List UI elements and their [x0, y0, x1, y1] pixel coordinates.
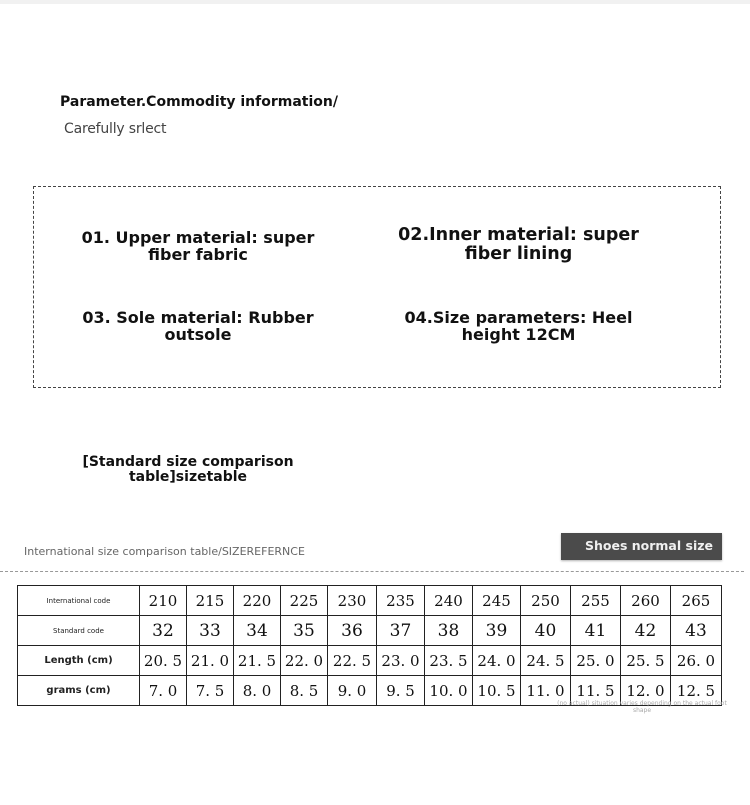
row-label: International code: [18, 586, 140, 616]
table-cell: 22. 0: [281, 646, 328, 676]
table-cell: 10. 0: [425, 676, 473, 706]
row-label: Standard code: [18, 616, 140, 646]
international-code-row: [18, 586, 722, 616]
table-cell: 23. 5: [425, 646, 473, 676]
feature-upper-material: 01. Upper material: super fiber fabric: [81, 228, 315, 264]
parameter-subtitle: Carefully srlect: [64, 121, 167, 137]
international-size-title: International size comparison table/SIZEREFERNCE: [24, 545, 305, 558]
table-cell: 23. 0: [377, 646, 425, 676]
parameter-title: Parameter.Commodity information/: [60, 94, 338, 110]
feature-sole-material: 03. Sole material: Rubber outsole: [82, 308, 314, 344]
row-label: Length (cm): [18, 646, 140, 676]
table-cell: 21. 5: [234, 646, 281, 676]
table-cell: 37: [377, 616, 425, 646]
table-cell: 39: [473, 616, 521, 646]
table-cell: 8. 5: [281, 676, 328, 706]
table-cell: 42: [621, 616, 671, 646]
table-cell: 215: [187, 586, 234, 616]
size-table: [17, 585, 722, 706]
table-cell: 240: [425, 586, 473, 616]
table-cell: 41: [571, 616, 621, 646]
table-cell: 22. 5: [328, 646, 377, 676]
table-cell: 43: [671, 616, 722, 646]
table-cell: 12. 0: [621, 676, 671, 706]
shoes-normal-size-button[interactable]: Shoes normal size: [561, 533, 722, 560]
table-cell: 34: [234, 616, 281, 646]
table-cell: 7. 0: [140, 676, 187, 706]
row-label: grams (cm): [18, 676, 140, 706]
feature-size-parameters: 04.Size parameters: Heel height 12CM: [404, 308, 633, 344]
table-cell: 11. 5: [571, 676, 621, 706]
table-cell: 235: [377, 586, 425, 616]
table-cell: 12. 5: [671, 676, 722, 706]
standard-code-row: [18, 616, 722, 646]
table-cell: 260: [621, 586, 671, 616]
table-cell: 33: [187, 616, 234, 646]
table-cell: 7. 5: [187, 676, 234, 706]
table-cell: 225: [281, 586, 328, 616]
size-footnote: (no actual) situation varies depending on the actual foot shape: [557, 700, 727, 714]
features-box: [33, 186, 721, 388]
table-cell: 9. 5: [377, 676, 425, 706]
table-cell: 21. 0: [187, 646, 234, 676]
table-cell: 210: [140, 586, 187, 616]
table-cell: 25. 0: [571, 646, 621, 676]
table-cell: 24. 0: [473, 646, 521, 676]
table-cell: 265: [671, 586, 722, 616]
table-cell: 32: [140, 616, 187, 646]
size-table-title: [Standard size comparison table]sizetable: [82, 454, 294, 485]
table-cell: 255: [571, 586, 621, 616]
table-cell: 230: [328, 586, 377, 616]
table-cell: 9. 0: [328, 676, 377, 706]
table-cell: 11. 0: [521, 676, 571, 706]
table-cell: 36: [328, 616, 377, 646]
table-cell: 8. 0: [234, 676, 281, 706]
table-cell: 245: [473, 586, 521, 616]
table-cell: 25. 5: [621, 646, 671, 676]
table-divider: [0, 571, 744, 572]
table-cell: 40: [521, 616, 571, 646]
table-cell: 38: [425, 616, 473, 646]
table-cell: 220: [234, 586, 281, 616]
length-row: [18, 646, 722, 676]
table-cell: 35: [281, 616, 328, 646]
top-divider: [0, 0, 750, 4]
table-cell: 20. 5: [140, 646, 187, 676]
size-table-body: [18, 586, 722, 706]
table-cell: 26. 0: [671, 646, 722, 676]
table-cell: 10. 5: [473, 676, 521, 706]
table-cell: 250: [521, 586, 571, 616]
table-cell: 24. 5: [521, 646, 571, 676]
feature-inner-material: 02.Inner material: super fiber lining: [398, 225, 639, 264]
